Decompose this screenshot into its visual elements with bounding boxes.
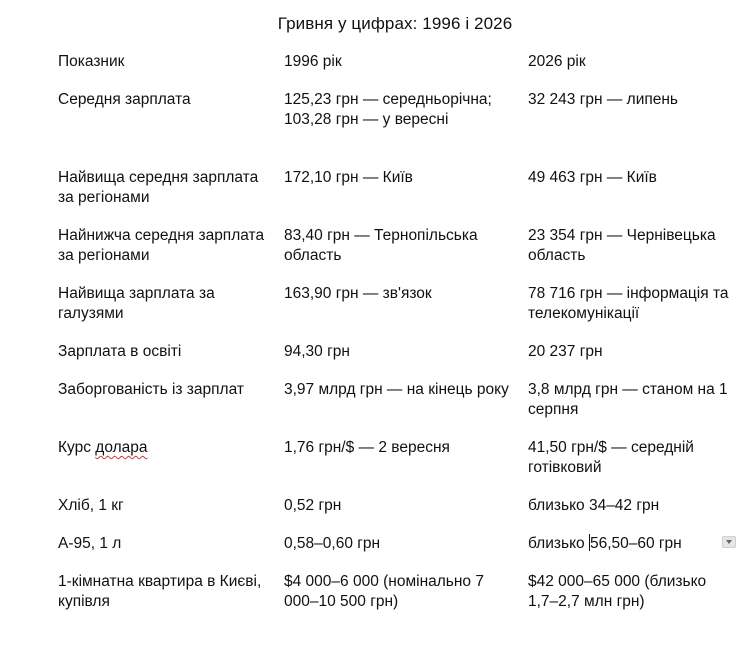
table-row: [58, 380, 738, 438]
cell-2026[interactable]: 23 354 грн — Чернівецька область: [528, 227, 716, 264]
table-row: [58, 496, 738, 534]
cell-2026-editing[interactable]: [528, 534, 738, 572]
cell-2026[interactable]: 49 463 грн — Київ: [528, 169, 657, 186]
row-label[interactable]: Хліб, 1 кг: [58, 497, 124, 514]
table-header-row: [58, 52, 738, 90]
row-label[interactable]: Середня зарплата: [58, 91, 191, 108]
cell-2026[interactable]: 3,8 млрд грн — станом на 1 серпня: [528, 381, 728, 418]
table-row: [58, 534, 738, 572]
cell-2026[interactable]: 78 716 грн — інформація та телекомунікації: [528, 285, 729, 322]
header-1996[interactable]: 1996 рік: [284, 53, 342, 70]
row-label[interactable]: А-95, 1 л: [58, 535, 122, 552]
header-indicator[interactable]: Показник: [58, 53, 125, 70]
cell-2026[interactable]: 41,50 грн/$ — середній готівковий: [528, 439, 694, 476]
table-row: [58, 284, 738, 342]
row-label[interactable]: 1-кімнатна квартира в Києві, купівля: [58, 573, 262, 610]
data-table: [58, 52, 738, 612]
fuel-prefix: близько: [528, 535, 589, 552]
row-label[interactable]: Найвища зарплата за галузями: [58, 285, 215, 322]
table-row: [58, 342, 738, 380]
spellcheck-word[interactable]: долара: [95, 439, 148, 456]
cell-2026[interactable]: близько 34–42 грн: [528, 497, 660, 514]
cell-1996[interactable]: 172,10 грн — Київ: [284, 169, 413, 186]
row-label[interactable]: Найнижча середня зарплата за регіонами: [58, 227, 265, 264]
row-label[interactable]: Найвища середня зарплата за регіонами: [58, 169, 259, 206]
cell-2026[interactable]: 32 243 грн — липень: [528, 91, 679, 108]
cell-2026[interactable]: $42 000–65 000 (близько 1,7–2,7 млн грн): [528, 573, 707, 610]
table-row: [58, 438, 738, 496]
document-title: Гривня у цифрах: 1996 і 2026: [277, 14, 513, 33]
cell-1996[interactable]: 0,52 грн: [284, 497, 342, 514]
cell-1996[interactable]: 0,58–0,60 грн: [284, 535, 381, 552]
table-row: [58, 168, 738, 226]
row-label-usd[interactable]: [58, 438, 284, 496]
cell-1996[interactable]: 163,90 грн — зв'язок: [284, 285, 432, 302]
cell-1996[interactable]: 1,76 грн/$ — 2 вересня: [284, 439, 450, 456]
table-row: [58, 226, 738, 284]
cell-1996[interactable]: 3,97 млрд грн — на кінець року: [284, 381, 509, 398]
table-row: [58, 90, 738, 168]
header-2026[interactable]: 2026 рік: [528, 53, 586, 70]
chevron-down-icon[interactable]: [722, 536, 736, 548]
usd-label-prefix: Курс: [58, 439, 96, 456]
cell-1996[interactable]: 83,40 грн — Тернопільська область: [284, 227, 478, 264]
row-label[interactable]: Зарплата в освіті: [58, 343, 182, 360]
cell-2026[interactable]: 20 237 грн: [528, 343, 603, 360]
fuel-value: 56,50–60 грн: [589, 535, 682, 552]
cell-1996[interactable]: 94,30 грн: [284, 343, 350, 360]
cell-1996[interactable]: 125,23 грн — середньорічна; 103,28 грн — у вересні: [284, 91, 492, 128]
row-label[interactable]: Заборгованість із зарплат: [58, 381, 244, 398]
cell-1996[interactable]: $4 000–6 000 (номінально 7 000–10 500 грн): [284, 573, 484, 610]
table-row: [58, 572, 738, 612]
